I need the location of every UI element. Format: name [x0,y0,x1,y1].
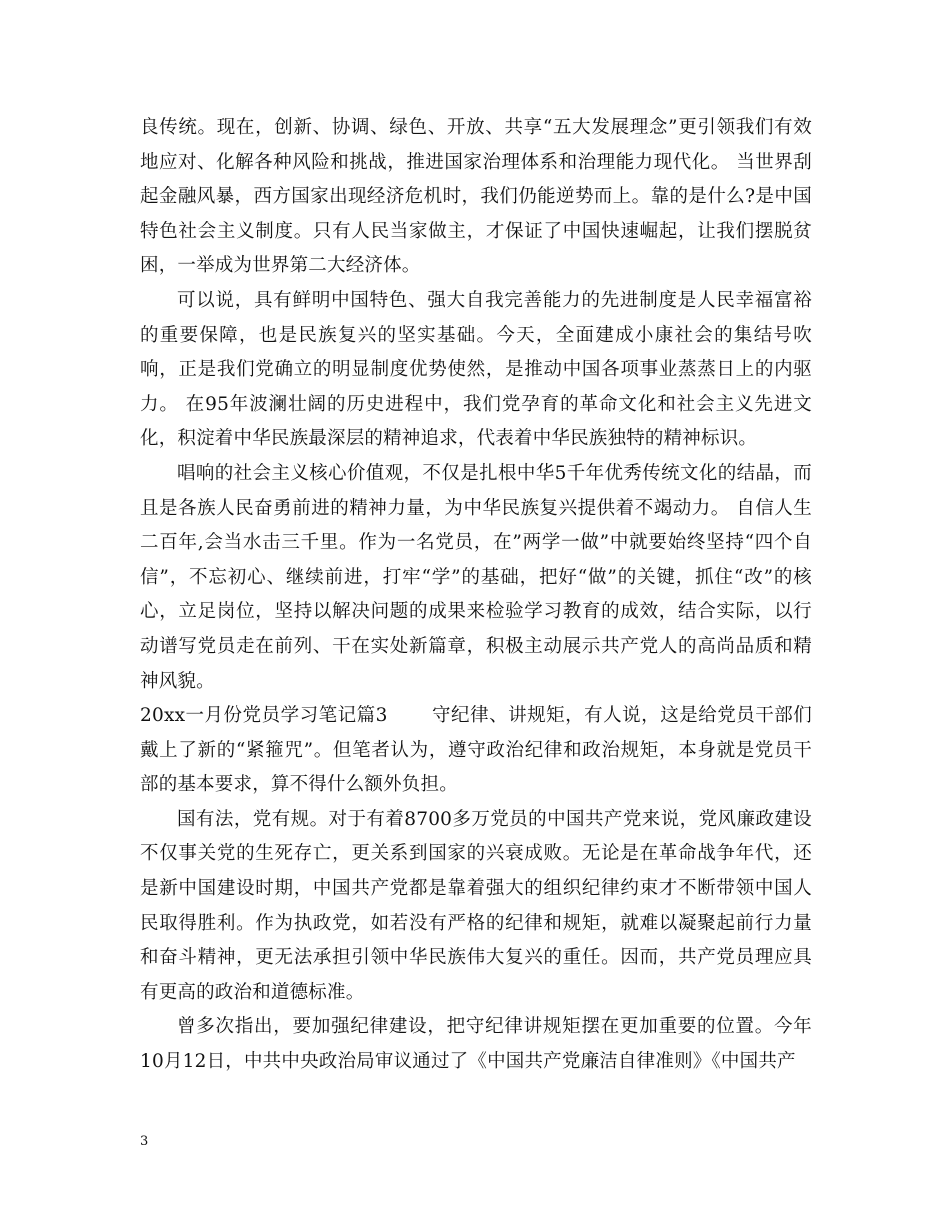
document-body [140,111,812,1080]
paragraph-5: 国有法，党有规。对于有着8700多万党员的中国共产党来说，党风廉政建设不仅事关党的生死存亡，更关系到国家的兴衰成败。无论是在革命战争年代，还是新中国建设时期，中国共产党都是靠着强大的组织纪律约束才不断带领中国人民取得胜利。作为执政党，如若没有严格的纪律和规矩，就难以凝聚起前行力量和奋斗精神，更无法承担引领中华民族伟大复兴的重任。因而，共产党员理应具有更高的政治和道德标准。 [140,808,812,1003]
section-heading-paragraph: 20xx一月份党员学习笔记篇3 守纪律、讲规矩，有人说，这是给党员干部们戴上了新的“紧箍咒”。但笔者认为，遵守政治纪律和政治规矩，本身就是党员干部的基本要求，算不得什么额外负担。 [140,705,812,796]
paragraph-6: 曾多次指出，要加强纪律建设，把守纪律讲规矩摆在更加重要的位置。今年10月12日，中共中央政治局审议通过了《中国共产党廉洁自律准则》《中国共产 [140,1016,812,1073]
page-number: 3 [140,1134,149,1149]
paragraph-2: 可以说，具有鲜明中国特色、强大自我完善能力的先进制度是人民幸福富裕的重要保障，也是民族复兴的坚实基础。今天，全面建成小康社会的集结号吹响，正是我们党确立的明显制度优势使然，是推动中国各项事业蒸蒸日上的内驱力。 在95年波澜壮阔的历史进程中，我们党孕育的革命文化和社会主义先进文化，积淀着中华民族最深层的精神追求，代表着中华民族独特的精神标识。 [140,289,812,450]
paragraph-1: 良传统。现在，创新、协调、绿色、开放、共享“五大发展理念”更引领我们有效地应对、化解各种风险和挑战，推进国家治理体系和治理能力现代化。 当世界刮起金融风暴，西方国家出现经济危机时，我们仍能逆势而上。靠的是什么?是中国特色社会主义制度。只有人民当家做主，才保证了中国快速崛起，让我们摆脱贫困，一举成为世界第二大经济体。 [140,117,812,277]
paragraph-3: 唱响的社会主义核心价值观，不仅是扎根中华5千年优秀传统文化的结晶，而且是各族人民奋勇前进的精神力量，为中华民族复兴提供着不竭动力。 自信人生二百年,会当水击三千里。作为一名党员，在”两学一做”中就要始终坚持“四个自信”，不忘初心、继续前进，打牢“学”的基础，把好“做”的关键，抓住“改”的核心，立足岗位，坚持以解决问题的成果来检验学习教育的成效，结合实际，以行动谱写党员走在前列、干在实处新篇章，积极主动展示共产党人的高尚品质和精神风貌。 [140,462,812,692]
